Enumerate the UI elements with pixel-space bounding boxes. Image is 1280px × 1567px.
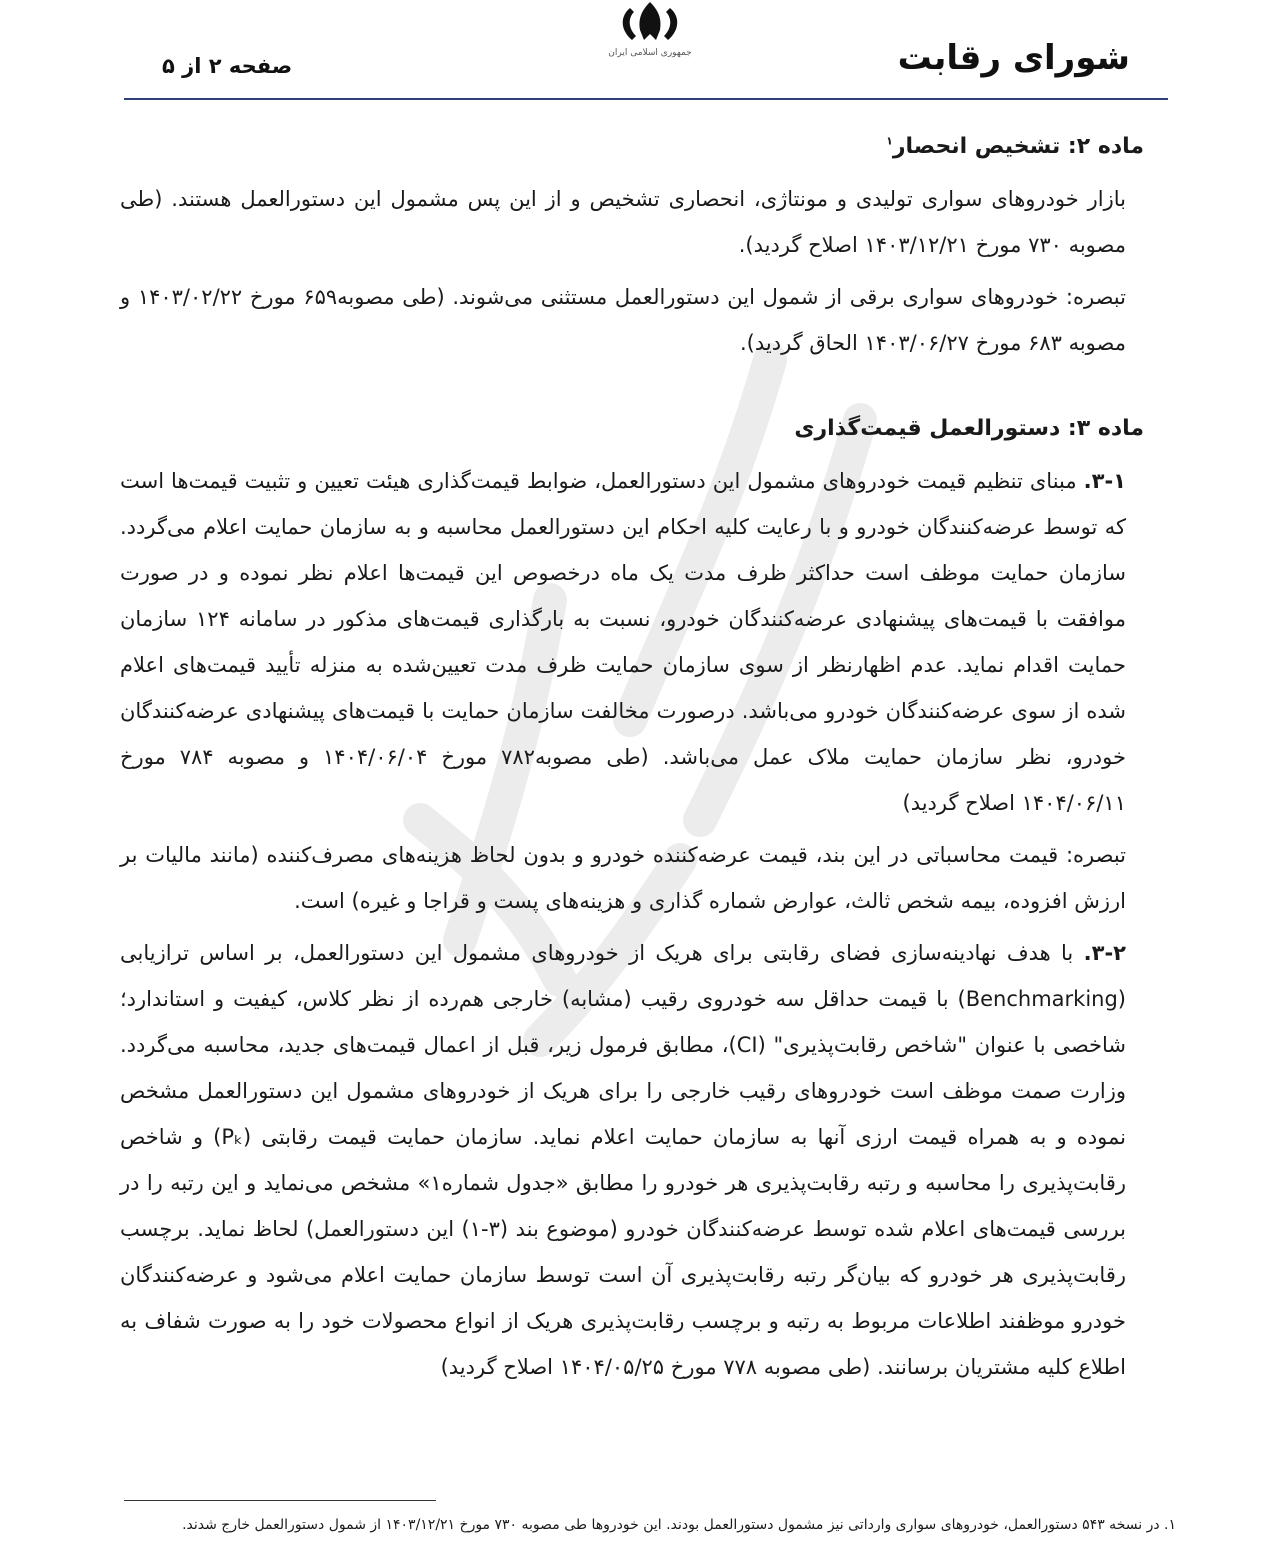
clause-3-2-number: ۳-۲.: [1083, 941, 1126, 965]
brand-title: شورای رقابت: [897, 38, 1130, 78]
document-body: [120, 118, 1144, 1396]
clause-3-2-text: با هدف نهادینه‌سازی فضای رقابتی برای هریک از خودروهای مشمول این دستورالعمل، بر اساس ترازیابی (Benchmarking) با قیمت حداقل سه خودروی رقیب (مشابه) خارجی هم‌رده از نظر کلاس، کیفیت و استاندارد؛ شاخصی با عنوان "شاخص رقابت‌پذیری" (CI)، مطابق فرمول زیر، قبل از اعمال قیمت‌های جدید، محاسبه می‌گردد. وزارت صمت موظف است خودروهای رقیب خارجی را برای هریک از خودروهای مشمول این دستورالعمل مشخص نموده و به همراه قیمت ارزی آنها به سازمان حمایت اعلام نماید. سازمان حمایت قیمت رقابتی (Pₖ) و شاخص رقابت‌پذیری را محاسبه و رتبه رقابت‌پذیری هر خودرو را مطابق «جدول شماره۱» مشخص می‌نماید و این رتبه را در بررسی قیمت‌های اعلام شده توسط عرضه‌کنندگان خودرو (موضوع بند (۳-۱) این دستورالعمل) لحاظ نماید. برچسب رقابت‌پذیری هر خودرو که بیان‌گر رتبه رقابت‌پذیری آن است توسط سازمان حمایت اعلام می‌شود و عرضه‌کنندگان خودرو موظفند اطلاعات مربوط به رتبه و برچسب رقابت‌پذیری هریک از انواع محصولات خود را به صورت شفاف به اطلاع کلیه مشتریان برسانند. (طی مصوبه ۷۷۸ مورخ ۱۴۰۴/۰۵/۲۵ اصلاح گردید): [120, 941, 1127, 1379]
section-spacer: [120, 372, 1144, 400]
article-2-title: ماده ۲: تشخیص انحصار: [892, 134, 1144, 159]
article-3-heading: ماده ۳: دستورالعمل قیمت‌گذاری: [794, 416, 1144, 441]
footnote-ref[interactable]: ۱: [886, 134, 893, 148]
clause-3-1-number: ۳-۱.: [1083, 469, 1126, 493]
clause-3-1-note: تبصره: قیمت محاسباتی در این بند، قیمت عرضه‌کننده خودرو و بدون لحاظ هزینه‌های مصرف‌کننده (مانند مالیات بر ارزش افزوده، بیمه شخص ثالث، عوارض شماره گذاری و هزینه‌های پست و قراجا و غیره) است.: [120, 843, 1126, 913]
clause-3-1-text: مبنای تنظیم قیمت خودروهای مشمول این دستورالعمل، ضوابط قیمت‌گذاری هیئت تعیین و تثبیت قیمت‌ها است که توسط عرضه‌کنندگان خودرو و با رعایت کلیه احکام این دستورالعمل محاسبه و به سازمان حمایت اعلام می‌گردد. سازمان حمایت موظف است حداکثر ظرف مدت یک ماه درخصوص این قیمت‌ها اعلام نظر نموده و در صورت موافقت با قیمت‌های پیشنهادی عرضه‌کنندگان خودرو، نسبت به بارگذاری قیمت‌های مذکور در سامانه ۱۲۴ سازمان حمایت اقدام نماید. عدم اظهارنظر از سوی سازمان حمایت ظرف مدت تعیین‌شده به منزله تأیید قیمت‌های اعلام شده از سوی عرضه‌کنندگان خودرو می‌باشد. درصورت مخالفت سازمان حمایت با قیمت‌های پیشنهادی عرضه‌کنندگان خودرو، نظر سازمان حمایت ملاک عمل می‌باشد. (طی مصوبه۷۸۲ مورخ ۱۴۰۴/۰۶/۰۴ و مصوبه ۷۸۴ مورخ ۱۴۰۴/۰۶/۱۱ اصلاح گردید): [120, 469, 1126, 815]
clause-3-1: [120, 458, 1144, 826]
footnote: ۱. در نسخه ۵۴۳ دستورالعمل، خودروهای سواری وارداتی نیز مشمول دستورالعمل بودند. این خودروها طی مصوبه ۷۳۰ مورخ ۱۴۰۳/۱۲/۲۱ از شمول دستورالعمل خارج شدند.: [182, 1517, 1176, 1533]
header-divider: [124, 98, 1168, 100]
clause-3-2: [120, 930, 1144, 1390]
article-2-paragraph: بازار خودروهای سواری تولیدی و مونتاژی، انحصاری تشخیص و از این پس مشمول این دستورالعمل هستند. (طی مصوبه ۷۳۰ مورخ ۱۴۰۳/۱۲/۲۱ اصلاح گردید).: [120, 187, 1126, 257]
emblem-caption: جمهوری اسلامی ایران: [608, 48, 692, 58]
page-number: صفحه ۲ از ۵: [162, 54, 293, 78]
emblem-icon: [608, 0, 692, 42]
article-2-heading: [120, 118, 1144, 176]
article-2-note: تبصره: خودروهای سواری برقی از شمول این دستورالعمل مستثنی می‌شوند. (طی مصوبه۶۵۹ مورخ ۱۴۰۳/۰۲/۲۲ و مصوبه ۶۸۳ مورخ ۱۴۰۳/۰۶/۲۷ الحاق گردید).: [120, 285, 1126, 355]
footnote-divider: [124, 1500, 436, 1501]
